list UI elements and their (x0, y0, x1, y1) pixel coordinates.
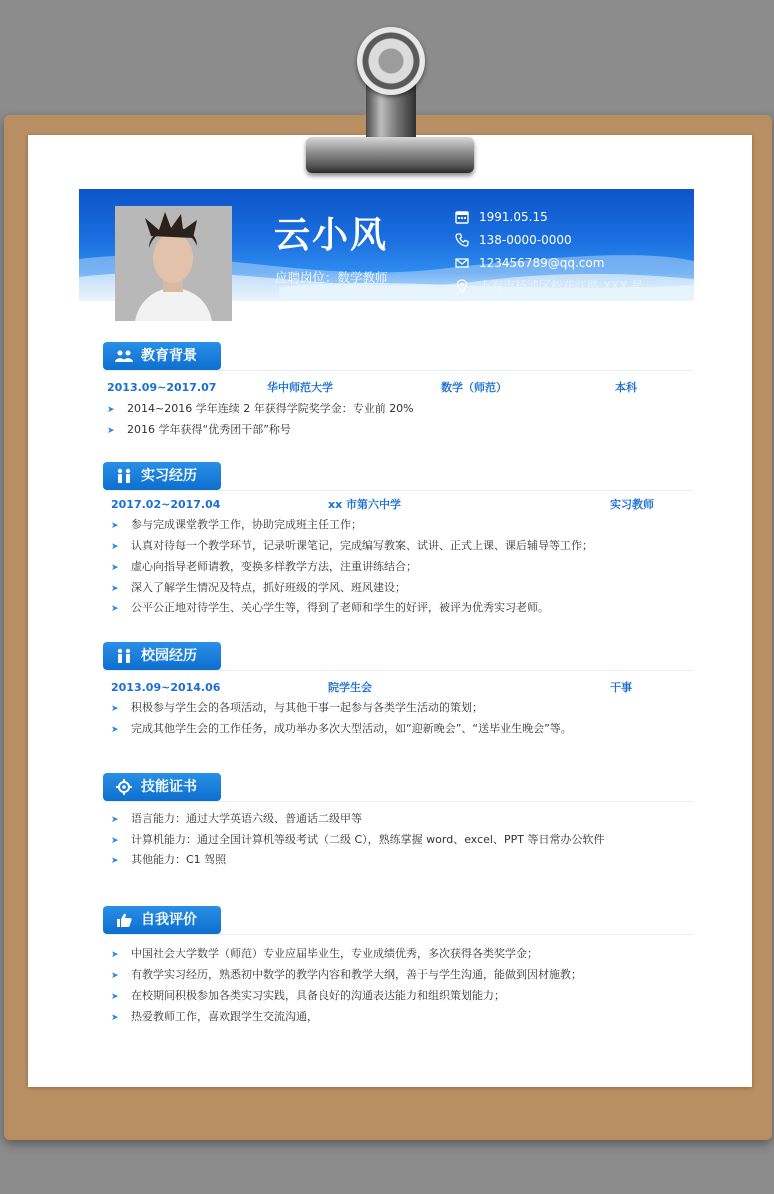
education-icon (115, 348, 133, 364)
section-divider (103, 670, 693, 671)
campus-org: 院学生会 (328, 681, 372, 694)
list-item: ➤ 2014~2016 学年连续 2 年获得学院奖学金：专业前 20% (107, 401, 414, 418)
list-item: ➤ 完成其他学生会的工作任务，成功举办多次大型活动，如“迎新晚会”、“送毕业生晚会”等。 (111, 721, 572, 738)
contact-address (455, 277, 643, 295)
arrow-bullet-icon: ➤ (111, 542, 119, 552)
arrow-bullet-icon: ➤ (111, 521, 119, 531)
arrow-bullet-icon: ➤ (111, 856, 119, 866)
calendar-icon (455, 210, 469, 224)
list-item: ➤ 中国社会大学数学（师范）专业应届毕业生，专业成绩优秀，多次获得各类奖学金； (111, 946, 538, 963)
address-text: 上海市杨浦区松花江路 XXX 号 (479, 279, 644, 293)
internship-role: 实习教师 (610, 498, 654, 511)
applied-position: 应聘岗位：数学教师 (275, 270, 388, 285)
section-campus-title: 校园经历 (141, 648, 197, 664)
list-item: ➤ 参与完成课堂教学工作，协助完成班主任工作； (111, 517, 362, 534)
candidate-name: 云小风 (274, 215, 389, 256)
arrow-bullet-icon: ➤ (107, 405, 115, 415)
arrow-bullet-icon: ➤ (111, 971, 119, 981)
list-item: ➤ 计算机能力：通过全国计算机等级考试（二级 C），熟练掌握 word、excel、PPT 等日常办公软件 (111, 832, 604, 849)
campus-period: 2013.09~2014.06 (111, 681, 221, 694)
list-item: ➤ 积极参与学生会的各项活动，与其他干事一起参与各类学生活动的策划； (111, 700, 483, 717)
section-campus-badge (103, 642, 221, 670)
section-self-badge (103, 906, 221, 934)
list-item: ➤ 热爱教师工作，喜欢跟学生交流沟通， (111, 1009, 318, 1026)
list-item: ➤ 虚心向指导老师请教，变换多样教学方法，注重讲练结合； (111, 559, 417, 576)
list-item: ➤ 认真对待每一个教学环节，记录听课笔记，完成编写教案、试讲、正式上课、课后辅导等工作； (111, 538, 593, 555)
section-self-title: 自我评价 (141, 912, 197, 928)
arrow-bullet-icon: ➤ (111, 604, 119, 614)
section-skills-title: 技能证书 (141, 779, 197, 795)
people-icon (115, 648, 133, 664)
internship-org: xx 市第六中学 (328, 498, 402, 511)
section-education-badge (103, 342, 221, 370)
section-divider (103, 370, 693, 371)
list-item: ➤ 深入了解学生情况及特点，抓好班级的学风、班风建设； (111, 580, 406, 597)
birthday-text: 1991.05.15 (479, 210, 548, 224)
section-divider (103, 490, 693, 491)
arrow-bullet-icon: ➤ (107, 426, 115, 436)
list-item: ➤ 公平公正地对待学生、关心学生等，得到了老师和学生的好评，被评为优秀实习老师。 (111, 600, 549, 617)
email-text: 123456789@qq.com (479, 256, 605, 270)
phone-text: 138-0000-0000 (479, 233, 572, 247)
arrow-bullet-icon: ➤ (111, 563, 119, 573)
section-internship-badge (103, 462, 221, 490)
arrow-bullet-icon: ➤ (111, 815, 119, 825)
arrow-bullet-icon: ➤ (111, 704, 119, 714)
arrow-bullet-icon: ➤ (111, 725, 119, 735)
section-education-title: 教育背景 (141, 348, 197, 364)
internship-period: 2017.02~2017.04 (111, 498, 221, 511)
mail-icon (455, 256, 469, 270)
contact-birthday (455, 208, 548, 226)
arrow-bullet-icon: ➤ (111, 992, 119, 1002)
arrow-bullet-icon: ➤ (111, 1013, 119, 1023)
clip-base (306, 137, 474, 173)
section-divider (103, 934, 693, 935)
section-skills-badge (103, 773, 221, 801)
thumb-icon (115, 912, 133, 928)
phone-icon (455, 233, 469, 247)
list-item: ➤ 在校期间积极参加各类实习实践，具备良好的沟通表达能力和组织策划能力； (111, 988, 505, 1005)
avatar (115, 206, 232, 321)
section-internship-title: 实习经历 (141, 468, 197, 484)
arrow-bullet-icon: ➤ (111, 836, 119, 846)
education-period: 2013.09~2017.07 (107, 381, 217, 394)
clip-ring (357, 27, 425, 95)
list-item: ➤ 有教学实习经历，熟悉初中数学的教学内容和教学大纲，善于与学生沟通，能做到因材施教； (111, 967, 582, 984)
contact-email (455, 254, 604, 272)
section-divider (103, 801, 693, 802)
contact-phone (455, 231, 572, 249)
education-school: 华中师范大学 (267, 381, 333, 394)
arrow-bullet-icon: ➤ (111, 584, 119, 594)
gear-icon (115, 779, 133, 795)
education-major: 数学（师范） (441, 381, 507, 394)
list-item: ➤ 其他能力：C1 驾照 (111, 852, 226, 869)
location-icon (455, 279, 469, 293)
list-item: ➤ 语言能力：通过大学英语六级、普通话二级甲等 (111, 811, 362, 828)
campus-role: 干事 (610, 681, 632, 694)
list-item: ➤ 2016 学年获得“优秀团干部”称号 (107, 422, 291, 439)
education-degree: 本科 (615, 381, 637, 394)
arrow-bullet-icon: ➤ (111, 950, 119, 960)
people-icon (115, 468, 133, 484)
